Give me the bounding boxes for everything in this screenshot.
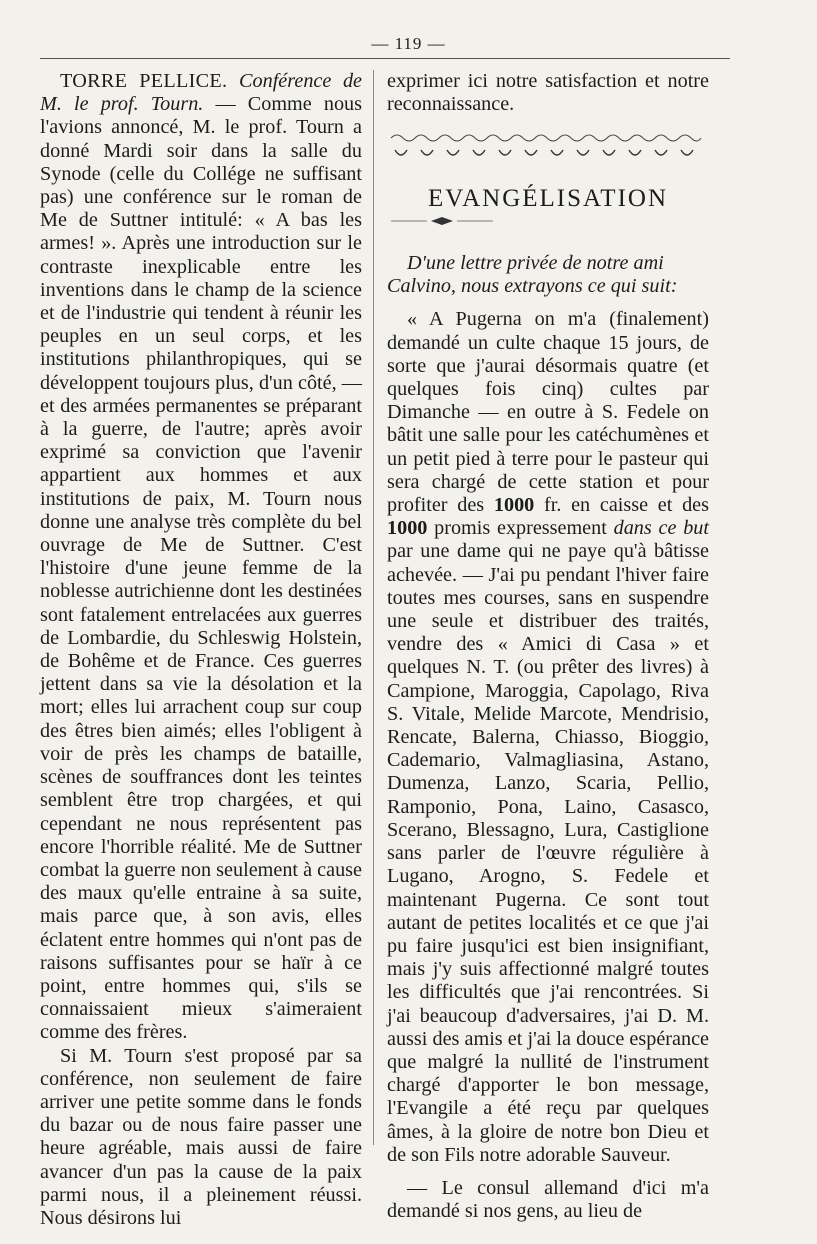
amount-1: 1000	[493, 494, 535, 517]
right-column	[387, 70, 709, 1223]
letter-text-a: « A Pugerna on m'a (finalement) demandé un culte chaque 15 jours, de sorte que j'aurai désormais quatre (et quelques fois cinq) cultes par Dimanche — en outre à S. Fedele on bâtit une salle pour les catéchumènes et un petit pied à terre pour le pasteur qui sera chargé de cette station et pour profiter des	[387, 308, 709, 517]
letter-paragraph-2: — Le consul allemand d'ici m'a demandé si nos gens, au lieu de	[387, 1176, 709, 1223]
amount-2: 1000	[387, 517, 428, 540]
article-torre-pellice	[40, 70, 362, 1045]
letter-text-e: par une dame qui ne paye qu'à bâtisse achevée. — J'ai pu pendant l'hiver faire toutes mes courses, sans en suspendre une seule et distribuer des traités, vendre des « Amici di Casa » et quelques N. T. (ou prêter des livres) à Campione, Maroggia, Capolago, Riva S. Vitale, Melide Marcote, Mendrisio, Rencate, Balerna, Chiasso, Bioggio, Cademario, Valmagliasina, Astano, Dumenza, Lanzo, Scaria, Pellio, Ramponio, Pona, Laino, Casasco, Scerano, Blessagno, Lura, Castiglione sans parler de l'œuvre régulière à Lugano, Arogno, S. Fedele et maintenant Pugerna. Ce sont tout autant de petites localités et ce que j'ai pu faire jusqu'ici est bien insignifiant, mais j'y suis affectionné malgré toutes les difficultés que j'ai rencontrées. Si j'ai beaucoup d'adversaires, j'ai D. M. aussi des amis et j'ai la douce espérance que malgré la nullité de l'instrument chargé d'apporter le bon message, l'Evangile a été reçu par quelques âmes, à la gloire de notre bon Dieu et de son Fils notre adorable Sauveur.	[387, 540, 709, 1166]
page-number: — 119 —	[371, 34, 446, 53]
continued-paragraph: exprimer ici notre satisfaction et notre reconnaissance.	[387, 70, 709, 116]
article-body: — Comme nous l'avions annoncé, M. le prof. Tourn a donné Mardi soir dans la salle du Synode (celle du Collége ne suffisant pas) une conférence sur le roman de Me de Suttner intitulé: « A bas les armes! ». Après une introduction sur le contraste inexplicable entre les inventions dans le champ de la science et de l'industrie qui tendent à réunir les peuples en un seul corps, et les institutions philanthropiques, qui se développent toujours plus, d'un côté, — et des armées permanentes se préparant à la guerre, de l'autre; après avoir exprimé sa conviction que l'avenir appartient aux hommes et aux institutions de paix, M. Tourn nous donne une analyse très complète du bel ouvrage de Me de Suttner. C'est l'histoire d'une jeune femme de la noblesse autrichienne dont les destinées sont fatalement entrelacées aux guerres de Lombardie, du Schleswig Holstein, de Bohême et de France. Ces guerres jettent dans sa vie la désolation et la mort; elles lui arrachent coup sur coup des êtres bien aimés; elles l'obligent à voir de près les champs de bataille, scènes de souffrances dont les teintes semblent être trop chargées, et qui cependant ne nous représentent pas encore l'horrible réalité. Me de Suttner combat la guerre non seulement à cause des maux qu'elle entraine à sa suite, mais parce que, à son avis, elles éclatent entre hommes qui n'ont pas de raisons suffisantes pour se haïr à ce point, entre hommes qui, s'ils se connaissaient mieux s'aimeraient comme des frères.	[40, 93, 362, 1044]
emphasis-text: dans ce but	[613, 517, 709, 540]
column-divider	[373, 70, 374, 1145]
letter-text-c: fr. en caisse et des	[534, 494, 709, 517]
article-paragraph-2: Si M. Tourn s'est proposé par sa conférence, non seulement de faire arriver une petite somme dans le fonds du bazar ou de nous faire passer une heure agréable, mais aussi de faire avancer d'un pas la cause de la paix parmi nous, il a pleinement réussi. Nous désirons lui	[40, 1044, 362, 1229]
header-rule	[40, 58, 730, 59]
section-title: EVANGÉLISATION	[427, 184, 669, 212]
left-column	[40, 70, 362, 1230]
decorative-ornament-icon	[387, 130, 705, 164]
section-intro: D'une lettre privée de notre ami Calvino, nous extrayons ce qui suit:	[387, 252, 678, 298]
letter-text-d: promis expressement	[427, 517, 614, 540]
article-subtitle: Conférence de M. le prof. Tourn.	[40, 70, 363, 116]
letter-paragraph-1	[387, 308, 709, 1167]
divider-ornament-icon	[387, 214, 497, 228]
article-title: TORRE PELLICE.	[60, 70, 228, 92]
